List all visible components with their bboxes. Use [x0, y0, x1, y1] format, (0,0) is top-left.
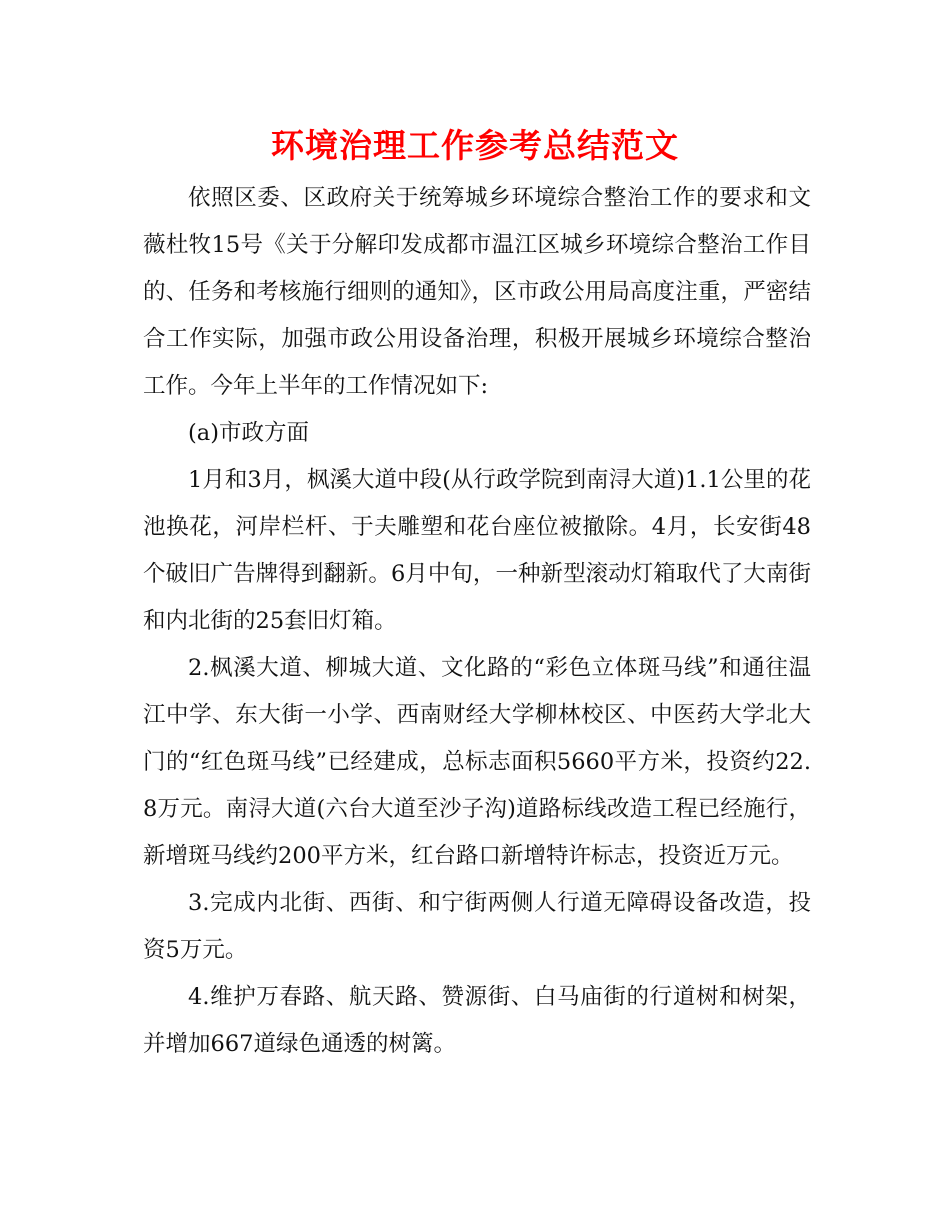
- paragraph-intro: 依照区委、区政府关于统筹城乡环境综合整治工作的要求和文薇杜牧15号《关于分解印发成都市温江区城乡环境综合整治工作目的、任务和考核施行细则的通知》，区市政公用局高度注重，严密结合工作实际，加强市政公用设备治理，积极开展城乡环境综合整治工作。今年上半年的工作情况如下:: [143, 185, 811, 399]
- document-title: 环境治理工作参考总结范文: [271, 126, 679, 165]
- paragraph-item-4: 4.维护万春路、航天路、赞源街、白马庙街的行道树和树架，并增加667道绿色通透的树篱。: [143, 984, 811, 1057]
- paragraph-item-1: 1月和3月，枫溪大道中段(从行政学院到南浔大道)1.1公里的花池换花，河岸栏杆、于夫雕塑和花台座位被撤除。4月，长安街48个破旧广告牌得到翻新。6月中旬，一种新型滚动灯箱取代了大南街和内北街的25套旧灯箱。: [143, 467, 811, 634]
- paragraph-item-3: 3.完成内北街、西街、和宁街两侧人行道无障碍设备改造，投资5万元。: [143, 890, 811, 963]
- paragraph-item-2: 2.枫溪大道、柳城大道、文化路的“彩色立体斑马线”和通往温江中学、东大街一小学、西南财经大学柳林校区、中医药大学北大门的“红色斑马线”已经建成，总标志面积5660平方米，投资约22.8万元。南浔大道(六台大道至沙子沟)道路标线改造工程已经施行，新增斑马线约200平方米，红台路口新增特许标志，投资近万元。: [143, 655, 811, 869]
- document-body: [143, 175, 811, 1068]
- section-heading-municipal: (a)市政方面: [188, 420, 309, 446]
